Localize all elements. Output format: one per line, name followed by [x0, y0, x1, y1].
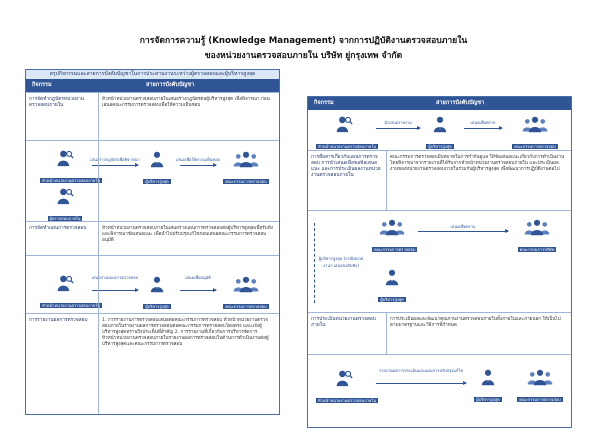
left-flow-2	[26, 255, 279, 314]
left-col-chain: สายการบังคับบัญชา	[146, 82, 195, 88]
left-col-divider	[98, 92, 99, 414]
flow1-arrow-2-label: เสนอเพื่อให้ความเห็นชอบ	[176, 157, 221, 162]
group-icon	[523, 219, 551, 236]
rtop-ceo-node	[420, 116, 460, 152]
page-title-line2: ของหน่วยงานตรวจสอบภายใน บริษัท ยู่กรุงเทพ จำกัด	[204, 51, 403, 61]
flow2-committee-tag: คณะกรรมการตรวจสอบ	[225, 304, 267, 309]
left-col-activity: กิจกรรม	[32, 82, 52, 88]
left-row-3-label: การรายงานผลการตรวจสอบ	[29, 318, 88, 323]
right-row-2	[308, 312, 571, 355]
rbot-committee-node	[512, 369, 568, 405]
page-title-line1: การจัดการความรู้ (Knowledge Management) จากการปฏิบัติงานตรวจสอบภายใน	[139, 36, 468, 46]
rbot-ceo-node	[468, 369, 508, 405]
magnifier-person-icon	[55, 187, 75, 205]
rmid-ceo-node	[372, 269, 412, 305]
group-icon	[232, 276, 260, 293]
rbot-head-tag: หัวหน้าหน่วยงานตรวจสอบภายใน	[318, 398, 377, 403]
flow1-head-node	[40, 149, 101, 186]
flow2-head-node	[40, 274, 101, 311]
right-table-header	[308, 97, 571, 110]
group-icon	[232, 151, 260, 168]
rtop-head-tag: หัวหน้าหน่วยงานตรวจสอบภายใน	[318, 144, 377, 149]
left-row-3-text: 1. การรายงานการตรวจสอบเสนอต่อคณะกรรมการตรวจสอบ หัวหน้าหน่วยงานตรวจสอบภายในรายงานผลการตรวจสอบต่อคณะกรรมการตรวจสอบโดยตรง และแจ้งผู้บริหารสูงสุดทราบถึงประเด็นที่สำคัญ 2. การรายงานที่เกี่ยวกับการบริหารจัดการ หัวหน้าหน่วยงานตรวจสอบภายในรายงานผลการตรวจสอบในด้านการดำเนินงานต่อผู้บริหารสูงสุดและคณะกรรมการตรวจสอบ	[102, 318, 269, 348]
rbot-arrow-1-label: รายงานผลการประเมินและแผนการปรับปรุงแก้ไข	[378, 368, 464, 373]
group-icon	[521, 116, 549, 133]
flow1-auditor-tag: ผู้ตรวจสอบภายใน	[49, 216, 81, 221]
person-icon	[148, 276, 166, 293]
flow1-committee-tag: คณะกรรมการตรวจสอบ	[225, 179, 267, 184]
rmid-arrow-1	[418, 231, 508, 232]
rmid-side-label: ผู้บริหารสูงสุด (กรณีหน่วยงานฯ เสนอขอรับฟัง)	[318, 256, 364, 268]
left-row-2-label: การจัดทำแผนการตรวจสอบ	[29, 226, 87, 231]
magnifier-person-icon	[334, 369, 354, 387]
flow1-committee-node	[218, 151, 274, 187]
right-col-divider-2	[386, 312, 387, 354]
flow2-ceo-tag: ผู้บริหารสูงสุด	[145, 304, 169, 309]
person-icon	[383, 269, 401, 286]
left-table-header	[26, 79, 279, 92]
flow1-head-tag: หัวหน้าหน่วยงานตรวจสอบภายใน	[42, 178, 101, 183]
right-row-2-label: การประเมินหน่วยงานตรวจสอบภายใน	[311, 317, 376, 328]
flow2-committee-node	[218, 276, 274, 312]
rbot-committee-tag: คณะกรรมการตรวจสอบ	[519, 397, 561, 402]
rtop-committee-tag: คณะกรรมการตรวจสอบ	[514, 144, 556, 149]
left-table	[25, 69, 280, 415]
rtop-committee-node	[504, 116, 566, 152]
magnifier-person-icon	[334, 115, 354, 133]
rmid-board-tag: คณะกรรมการบริษัท	[519, 247, 555, 252]
flow2-arrow-2	[180, 290, 216, 291]
flow1-ceo-tag: ผู้บริหารสูงสุด	[145, 179, 169, 184]
flow2-ceo-node	[138, 276, 176, 312]
rtop-ceo-tag: ผู้บริหารสูงสุด	[428, 144, 452, 149]
person-icon	[148, 151, 166, 168]
left-row-1-text: หัวหน้าหน่วยงานตรวจสอบภายในเสนอร่างกฎบัตรต่อผู้บริหารสูงสุด เพื่อพิจารณา ก่อนเสนอคณะกรรมการตรวจสอบเพื่อให้ความเห็นชอบ	[102, 97, 270, 109]
rtop-arrow-2	[464, 128, 502, 129]
flow1-ceo-node	[138, 151, 176, 187]
rtop-arrow-1	[376, 128, 420, 129]
flow2-head-tag: หัวหน้าหน่วยงานตรวจสอบภายใน	[42, 303, 101, 308]
left-table-caption: สรุปกิจกรรมและสายการบังคับบัญชาในการประสานงานระหว่างผู้ตรวจสอบและผู้บริหารสูงสุด	[26, 70, 279, 79]
right-row-1	[308, 150, 571, 211]
flow1-auditor-node	[40, 187, 90, 224]
right-flow-bottom	[308, 354, 571, 427]
right-row-2-text: การประเมินผลและพัฒนาคุณภาพงานตรวจสอบภายในทั้งภายในและภายนอก ให้เป็นไปตามมาตรฐานและวิธีการที่กำหนด	[390, 317, 561, 329]
left-row-2-text: หัวหน้าหน่วยงานตรวจสอบภายในเสนอร่างแผนการตรวจสอบต่อผู้บริหารสูงสุดเพื่อรับฟังและพิจารณาข้อเสนอแนะ เพื่อนำไปปรับปรุงแก้ไขก่อนเสนอคณะกรรมการตรวจสอบอนุมัติ	[102, 226, 273, 244]
rbot-ceo-tag: ผู้บริหารสูงสุด	[476, 397, 500, 402]
rbot-head-node	[316, 369, 377, 406]
rmid-dashed-line	[312, 223, 315, 303]
right-table	[307, 96, 572, 428]
person-icon	[479, 369, 497, 386]
rmid-committee-node	[372, 219, 416, 255]
right-flow-top	[308, 110, 571, 150]
right-col-divider-1	[386, 150, 387, 210]
right-flow-mid	[308, 210, 571, 313]
right-row-1-text: คณะกรรมการตรวจสอบมีบทบาทในการกำกับดูแล ให้ข้อเสนอแนะเกี่ยวกับการดำเนินงาน โดยพิจารณาจากรายงานที่ได้รับจากหัวหน้าหน่วยงานตรวจสอบภายใน และประเมินผลงานของหน่วยงานตรวจสอบภายในร่วมกับผู้บริหารสูงสุด เพื่อพัฒนาการปฏิบัติงานต่อไป	[390, 155, 565, 173]
group-icon	[378, 219, 406, 236]
rtop-arrow-2-label: เสนอเพื่อทราบ	[470, 120, 496, 125]
left-row-2	[26, 221, 279, 256]
rtop-head-node	[316, 115, 377, 152]
left-flow-1	[26, 140, 279, 222]
flow1-arrow-1-label: เสนอร่างกฎบัตรเพื่อพิจารณา	[90, 157, 140, 162]
left-row-3	[26, 313, 279, 414]
rmid-board-node	[510, 219, 564, 255]
rmid-ceo-tag: ผู้บริหารสูงสุด	[380, 297, 404, 302]
rmid-committee-tag: คณะกรรมการตรวจสอบ	[374, 247, 416, 252]
right-row-1-label: การสื่อสารเกี่ยวกับแผนการตรวจสอบ การนำเสนอเพื่อขอข้อเสนอแนะ และการประเมินผลงานหน่วยงานตรวจสอบภายใน	[311, 155, 381, 178]
person-icon	[431, 116, 449, 133]
rbot-arrow-1	[376, 383, 466, 384]
flow2-arrow-1-label: เสนอร่างแผนการตรวจสอบ	[91, 275, 139, 280]
magnifier-person-icon	[55, 274, 75, 292]
right-col-chain: สายการบังคับบัญชา	[436, 100, 485, 106]
magnifier-person-icon	[55, 149, 75, 167]
group-icon	[526, 369, 554, 386]
right-col-activity: กิจกรรม	[314, 100, 334, 106]
rmid-arrow-1-label: เสนอเพื่อทราบ	[450, 224, 476, 229]
left-row-1-label: การจัดทำกฎบัตรหน่วยงานตรวจสอบภายใน	[29, 97, 85, 108]
flow2-arrow-2-label: เสนอเพื่ออนุมัติ	[185, 275, 211, 280]
flow1-arrow-2	[180, 165, 216, 166]
rtop-arrow-1-label: นำเสนอรายงาน	[384, 120, 412, 125]
